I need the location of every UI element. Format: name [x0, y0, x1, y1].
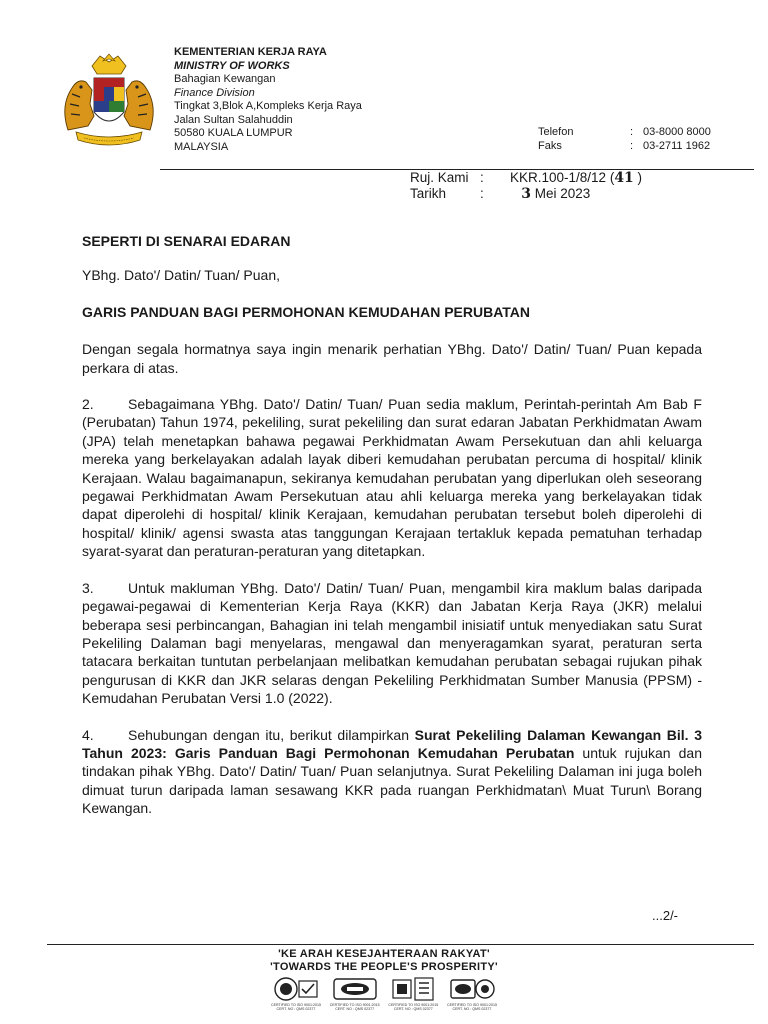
paragraph-number: 2.	[82, 396, 94, 413]
tarikh-month-year: Mei 2023	[531, 186, 591, 201]
tarikh-row	[410, 186, 642, 202]
cert-line-2: CERT. NO : QMS 02377	[452, 1007, 492, 1011]
next-page-marker: ...2/-	[652, 908, 679, 923]
iso-certification-badge	[446, 976, 498, 1011]
paragraph-number: 3.	[82, 579, 94, 596]
paragraph-2-text: Sebagaimana YBhg. Dato'/ Datin/ Tuan/ Puan sedia maklum, Perintah-perintah Am Bab F (Perubatan) Tahun 1974, pekeliling, surat pekeliling dan surat edaran Jabatan Perkhidmatan Awam (JPA) telah menetapkan bahawa pegawai Perkhidmatan Awam Persekutuan dan ahli keluarga mereka yang berkelayakan adalah layak diberi kemudahan perubatan percuma di hospital/ klinik Kerajaan. Walau bagaimanapun, sekiranya kemudahan perubatan yang diperlukan oleh seseorang pegawai Perkhidmatan Awam Persekutuan atau ahli keluarga mereka yang berkelayakan tidak dapat diperolehi di hospital/ klinik Kerajaan, kemudahan perubatan tersebut boleh diperolehi di hospital/ klinik/ agensi swasta atas tanggungan Kerajaan tertakluk kepada pematuhan terhadap syarat-syarat dan peraturan-peraturan yang ditetapkan.	[82, 396, 702, 560]
cert-line-1: CERTIFIED TO ISO 9001:2015	[271, 1003, 321, 1007]
separator: :	[630, 126, 634, 138]
certification-logo-icon	[390, 976, 436, 1002]
paragraph-4	[82, 726, 702, 818]
paragraph-4-text-b: untuk rujukan dan tindakan pihak YBhg. Dato'/ Datin/ Tuan/ Puan selanjutnya. Surat Pekeliling Dalaman ini juga boleh dimuat turun daripada laman sesawang KKR pada ruangan Perkhidmatan\ Muat Turun\ Borang Kewangan.	[82, 744, 702, 817]
paragraph-3-text: Untuk makluman YBhg. Dato'/ Datin/ Tuan/ Puan, mengambil kira maklum balas daripada pegawai-pegawai di Kementerian Kerja Raya (KKR) dan Jabatan Kerja Raya (JKR) melalui beberapa sesi perbincangan, Bahagian ini telah mengambil inisiatif untuk menyediakan satu Surat Pekeliling Dalaman bagi menyelaras, mengawal dan menyeragamkan syarat, peraturan serta tatacara berkaitan tuntutan perbelanjaan melibatkan kemudahan perubatan sebagai rujukan pihak pengurusan di KKR dan JKR selaras dengan Pekeliling Perkhidmatan Sumber Manusia (PPSM) - Kemudahan Perubatan Versi 1.0 (2022).	[82, 579, 702, 707]
telefon-row	[538, 126, 711, 140]
cert-line-2: CERT. NO : QMS 02377	[335, 1007, 375, 1011]
certification-logo-icon	[332, 976, 378, 1002]
cert-line-2: CERT. NO : QMS 02377	[276, 1007, 316, 1011]
ministry-address-block	[174, 46, 362, 154]
telefon-value: 03-8000 8000	[643, 126, 711, 138]
faks-row	[538, 140, 711, 154]
cert-line-2: CERT. NO : QMS 02377	[393, 1007, 433, 1011]
cert-line-1: CERTIFIED TO ISO 9001:2015	[447, 1003, 497, 1007]
division-name-en: Finance Division	[174, 86, 255, 99]
paragraph-number: 4.	[82, 726, 94, 743]
certification-logo-icon	[273, 976, 319, 1002]
separator: :	[480, 170, 484, 185]
cert-line-1: CERTIFIED TO ISO 9001:2015	[388, 1003, 439, 1007]
tarikh-value	[510, 186, 590, 202]
ministry-name-en: MINISTRY OF WORKS	[174, 59, 290, 72]
address-line: Tingkat 3,Blok A,Kompleks Kerja Raya	[174, 100, 362, 112]
iso-certification-badge	[270, 976, 322, 1011]
paragraph-1: Dengan segala hormatnya saya ingin menarik perhatian YBhg. Dato'/ Datin/ Tuan/ Puan kepada perkara di atas.	[82, 341, 702, 376]
iso-certification-badge	[329, 976, 381, 1011]
telefon-label: Telefon	[538, 126, 574, 138]
address-line: MALAYSIA	[174, 140, 229, 153]
slogan-en: 'TOWARDS THE PEOPLE'S PROSPERITY'	[270, 961, 498, 973]
slogan-ms: 'KE ARAH KESEJAHTERAAN RAKYAT'	[278, 948, 490, 960]
ruj-row	[410, 170, 642, 186]
separator: :	[630, 139, 634, 152]
paragraph-3	[82, 579, 702, 708]
separator: :	[480, 186, 484, 201]
handwritten-ref-number: 41	[614, 170, 634, 186]
certification-badges	[270, 976, 498, 1011]
faks-value: 03-2711 1962	[643, 139, 711, 152]
paragraph-4-bold-title: Surat Pekeliling Dalaman Kewangan Bil. 3 Tahun 2023: Garis Panduan Bagi Permohonan Kemudahan Perubatan	[82, 726, 702, 761]
contact-block	[538, 126, 711, 153]
division-name-ms: Bahagian Kewangan	[174, 73, 276, 85]
ruj-label: Ruj. Kami	[410, 170, 469, 185]
ruj-number: KKR.100-1/8/12 (	[510, 170, 615, 185]
letter-body	[82, 232, 702, 818]
ruj-value	[510, 170, 642, 186]
faks-label: Faks	[538, 139, 562, 152]
letter-subject: GARIS PANDUAN BAGI PERMOHONAN KEMUDAHAN PERUBATAN	[82, 303, 530, 320]
ministry-crest-logo	[54, 52, 164, 152]
footer-divider	[47, 944, 754, 945]
ministry-name-ms: KEMENTERIAN KERJA RAYA	[174, 46, 327, 58]
ruj-close: )	[633, 170, 643, 185]
paragraph-2	[82, 395, 702, 561]
iso-certification-badge	[387, 976, 439, 1011]
address-line: Jalan Sultan Salahuddin	[174, 113, 293, 126]
reference-block	[410, 170, 642, 202]
handwritten-day: 3	[521, 186, 532, 202]
cert-line-1: CERTIFIED TO ISO 9001:2015	[329, 1003, 380, 1007]
address-line: 50580 KUALA LUMPUR	[174, 127, 293, 139]
addressee: SEPERTI DI SENARAI EDARAN	[82, 233, 291, 249]
certification-logo-icon	[449, 976, 495, 1002]
salutation: YBhg. Dato'/ Datin/ Tuan/ Puan,	[82, 267, 281, 284]
paragraph-4-text-a: Sehubungan dengan itu, berikut dilampirkan	[128, 726, 415, 743]
tarikh-label: Tarikh	[410, 186, 447, 201]
